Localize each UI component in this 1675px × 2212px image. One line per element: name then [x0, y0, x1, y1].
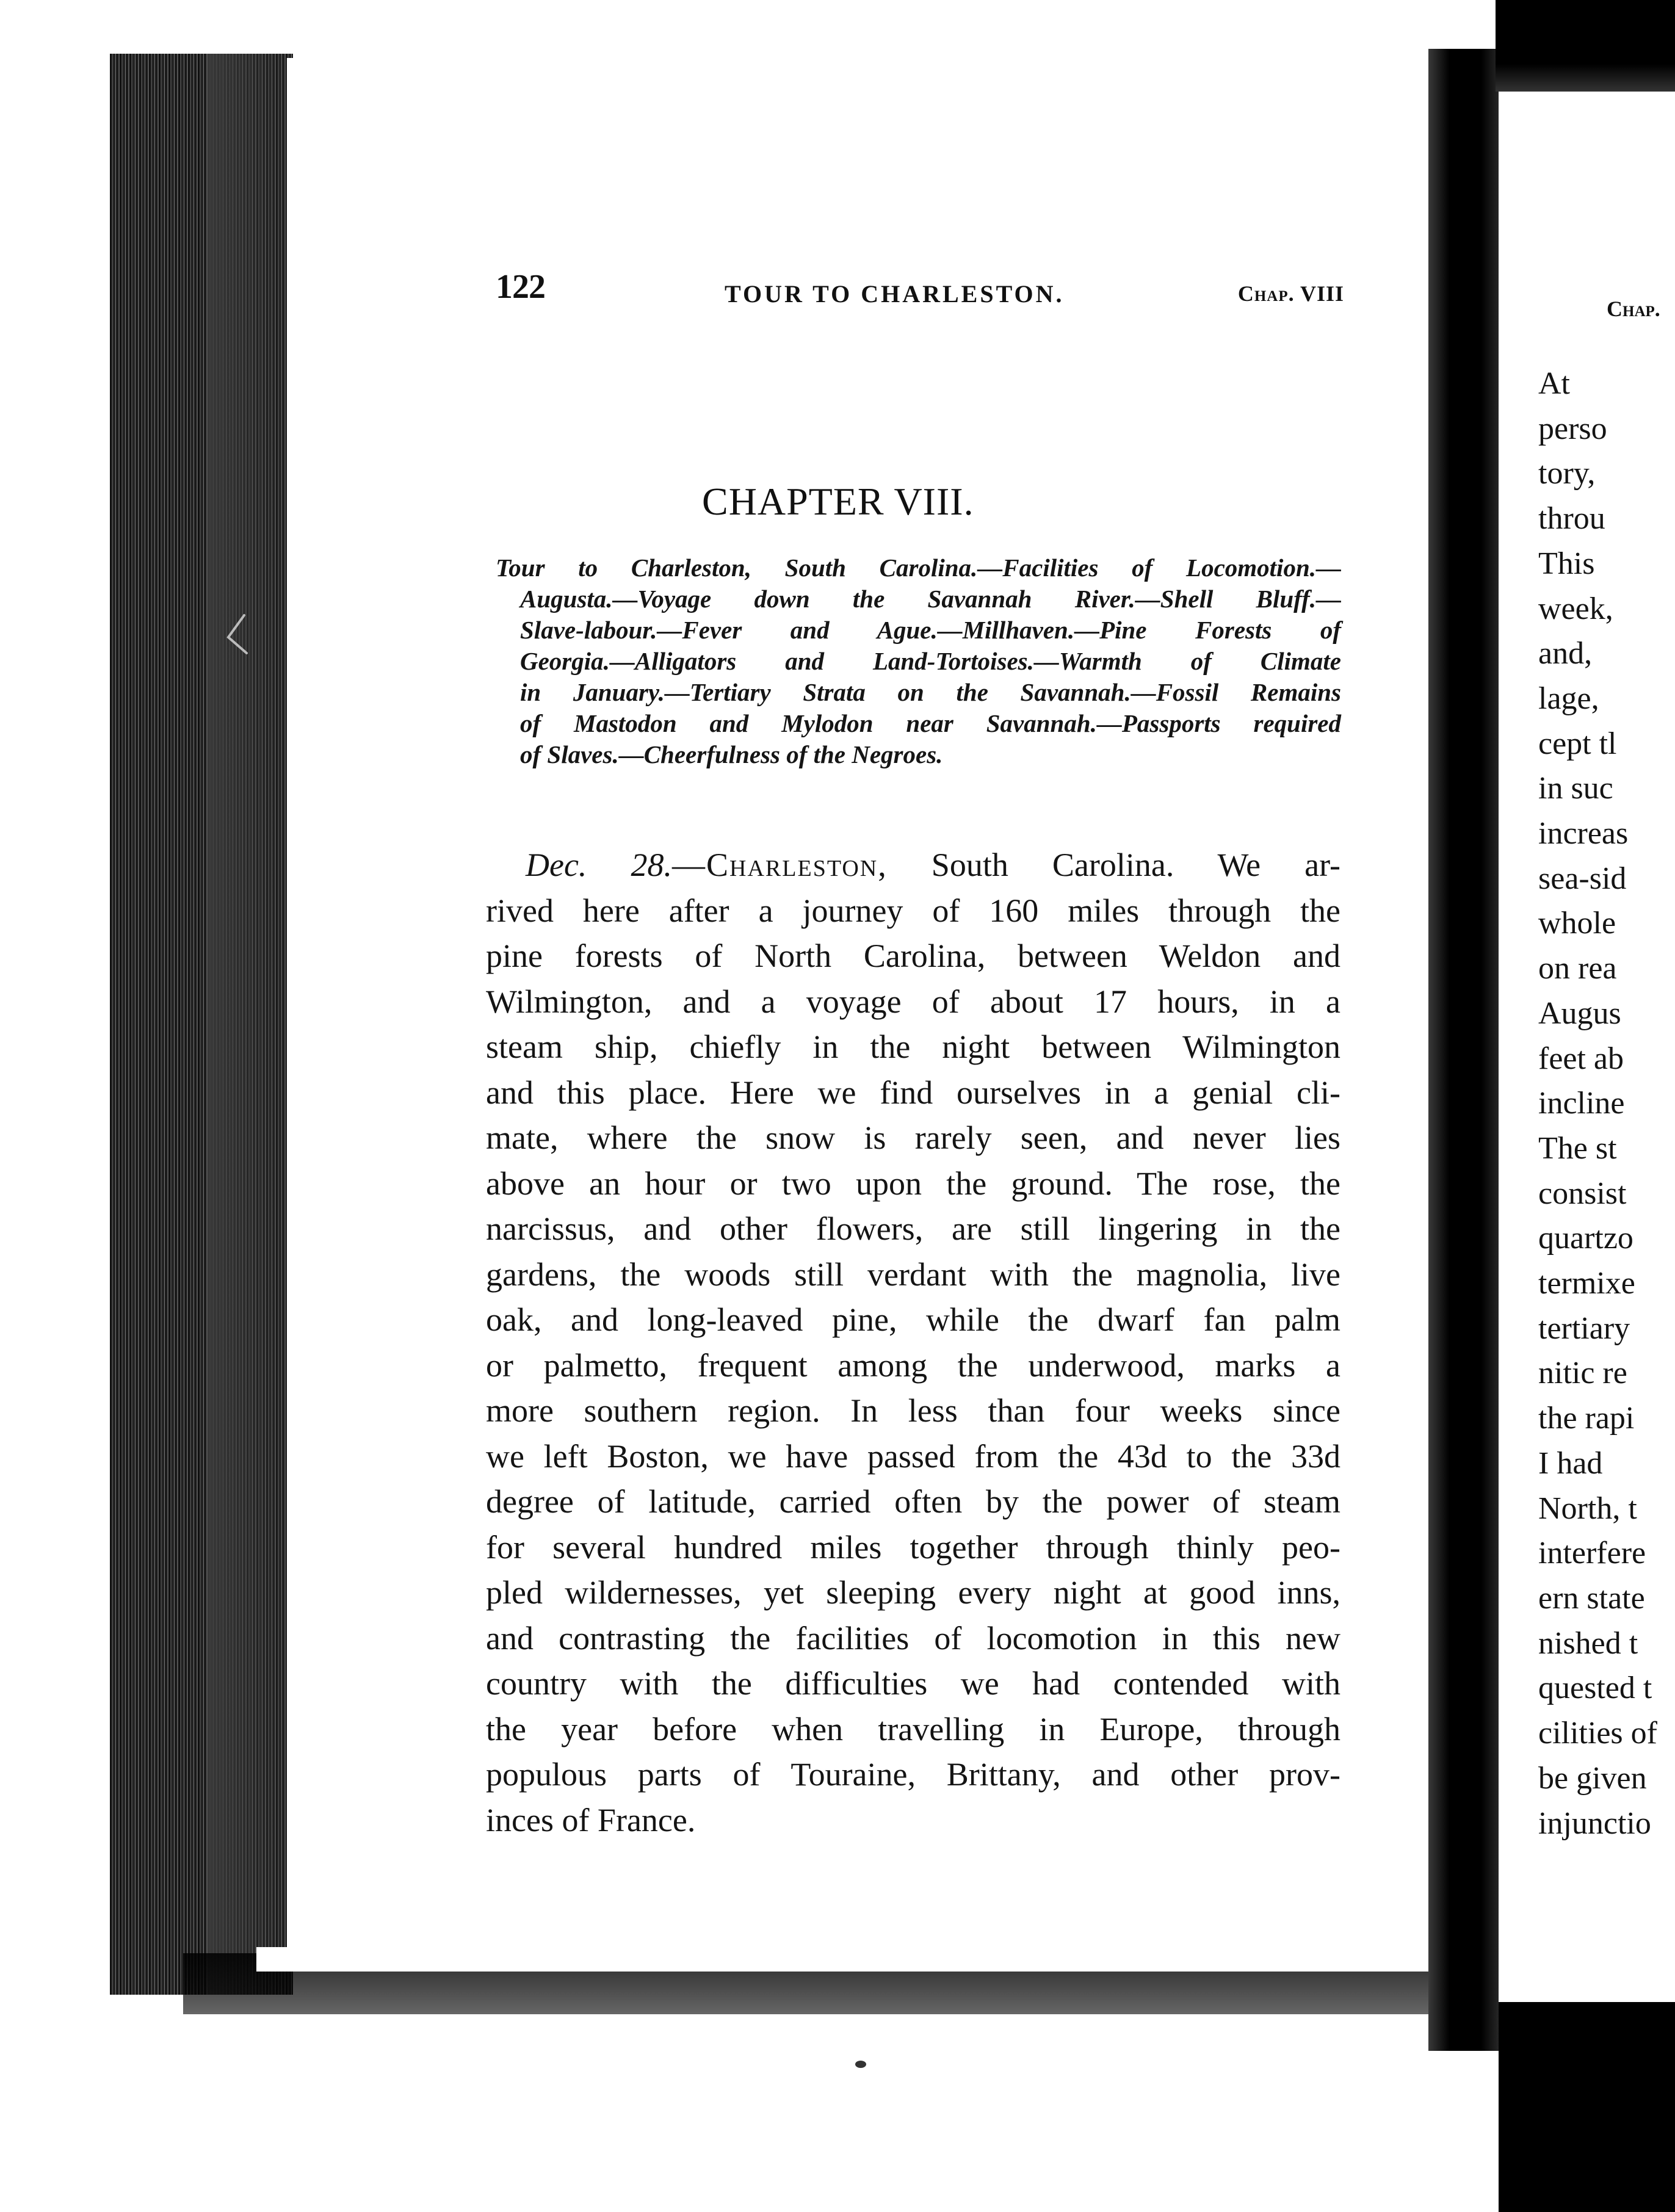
facing-line: be given	[1538, 1760, 1647, 1796]
body-line: and contrasting the facilities of locomotion in this new	[486, 1619, 1340, 1657]
facing-line: feet ab	[1538, 1041, 1624, 1076]
body-line: we left Boston, we have passed from the 43d to the 33d	[486, 1437, 1340, 1475]
facing-line: perso	[1538, 411, 1607, 446]
facing-line: increas	[1538, 816, 1629, 851]
facing-line: quested t	[1538, 1671, 1652, 1706]
book-gutter	[1428, 49, 1499, 2051]
facing-line: injunctio	[1538, 1805, 1651, 1841]
body-line: pine forests of North Carolina, between Weldon and	[486, 938, 1340, 974]
dateline-rest: South Carolina. We ar-	[887, 847, 1340, 883]
synopsis-line: Augusta.—Voyage down the Savannah River.—Shell Bluff.—	[520, 585, 1341, 613]
body-line: steam ship, chiefly in the night between Wilmington	[486, 1028, 1340, 1065]
facing-line: the rapi	[1538, 1401, 1635, 1436]
facing-line: At	[1538, 366, 1570, 401]
facing-line: termixe	[1538, 1266, 1635, 1301]
synopsis-line: Slave-labour.—Fever and Ague.—Millhaven.—Pine Forests of	[520, 616, 1341, 644]
body-line: oak, and long-leaved pine, while the dwarf fan palm	[486, 1301, 1340, 1338]
facing-line: whole	[1538, 906, 1616, 941]
body-line: pled wildernesses, yet sleeping every night at good inns,	[486, 1574, 1340, 1611]
facing-line: consist	[1538, 1176, 1627, 1211]
dateline-place: —Charleston,	[672, 847, 888, 883]
facing-line: lage,	[1538, 681, 1599, 716]
facing-line: throu	[1538, 501, 1605, 537]
body-line: and this place. Here we find ourselves in a genial cli-	[486, 1074, 1340, 1111]
body-line: rived here after a journey of 160 miles through the	[486, 892, 1340, 929]
body-line: for several hundred miles together through thinly peo-	[486, 1528, 1340, 1566]
bottom-right-shadow	[1499, 2002, 1675, 2212]
dateline	[486, 842, 1340, 888]
facing-line: cilities of	[1538, 1716, 1657, 1751]
running-title: TOUR TO CHARLESTON.	[725, 280, 1065, 308]
top-right-shadow	[1496, 0, 1675, 92]
body-line: gardens, the woods still verdant with the magnolia, live	[486, 1256, 1340, 1293]
facing-line: week,	[1538, 591, 1613, 626]
facing-line: quartzo	[1538, 1221, 1633, 1256]
facing-line: and,	[1538, 636, 1593, 671]
facing-line: North, t	[1538, 1491, 1637, 1526]
body-line: degree of latitude, carried often by the power of steam	[486, 1483, 1340, 1520]
facing-line: incline	[1538, 1086, 1625, 1121]
facing-line: The st	[1538, 1130, 1617, 1166]
body-line: country with the difficulties we had contended with	[486, 1665, 1340, 1702]
facing-line: nished t	[1538, 1625, 1638, 1661]
synopsis-line: of Mastodon and Mylodon near Savannah.—Passports required	[520, 709, 1341, 737]
body-line: Wilmington, and a voyage of about 17 hours, in a	[486, 983, 1340, 1020]
body-text	[486, 842, 1340, 1843]
body-line: or palmetto, frequent among the underwood, marks a	[486, 1346, 1340, 1384]
facing-page-running-head: Chap.	[1607, 297, 1660, 321]
running-head	[496, 267, 1344, 316]
body-line: narcissus, and other flowers, are still lingering in the	[486, 1210, 1340, 1247]
facing-line: cept tl	[1538, 726, 1617, 761]
synopsis-line: in January.—Tertiary Strata on the Savannah.—Fossil Remains	[520, 678, 1341, 706]
chapter-heading: CHAPTER VIII.	[702, 480, 974, 523]
page-edge-shadow	[208, 54, 293, 1995]
synopsis-line: of Slaves.—Cheerfulness of the Negroes.	[520, 740, 943, 768]
dateline-date: Dec. 28.	[526, 847, 673, 883]
chapter-synopsis	[496, 552, 1341, 770]
facing-line: I had	[1538, 1445, 1603, 1481]
facing-line: in suc	[1538, 771, 1613, 806]
synopsis-line: Tour to Charleston, South Carolina.—Facilities of Locomotion.—	[496, 554, 1341, 582]
pencil-mark-icon	[220, 610, 256, 659]
facing-line: nitic re	[1538, 1356, 1627, 1391]
facing-line: on rea	[1538, 951, 1617, 986]
bottom-page-margin	[256, 1947, 1441, 1972]
running-chapter: Chap. VIII	[1237, 281, 1344, 306]
facing-line: Augus	[1538, 996, 1621, 1031]
facing-line: tory,	[1538, 456, 1596, 491]
facing-line: interfere	[1538, 1536, 1646, 1571]
facing-line: sea-sid	[1538, 861, 1627, 896]
facing-line: This	[1538, 546, 1595, 581]
body-line: inces of France.	[486, 1801, 696, 1838]
body-line: the year before when travelling in Europe, through	[486, 1710, 1340, 1748]
page-number: 122	[496, 268, 545, 306]
body-line: populous parts of Touraine, Brittany, and other prov-	[486, 1756, 1340, 1793]
body-line: more southern region. In less than four weeks since	[486, 1392, 1340, 1429]
facing-page-text	[1538, 361, 1675, 1846]
print-speck-icon	[852, 2057, 870, 2072]
body-line: above an hour or two upon the ground. The rose, the	[486, 1165, 1340, 1202]
facing-line: tertiary	[1538, 1310, 1630, 1346]
facing-line: ern state	[1538, 1580, 1645, 1616]
synopsis-line: Georgia.—Alligators and Land-Tortoises.—Warmth of Climate	[520, 647, 1341, 675]
body-line: mate, where the snow is rarely seen, and never lies	[486, 1119, 1340, 1156]
